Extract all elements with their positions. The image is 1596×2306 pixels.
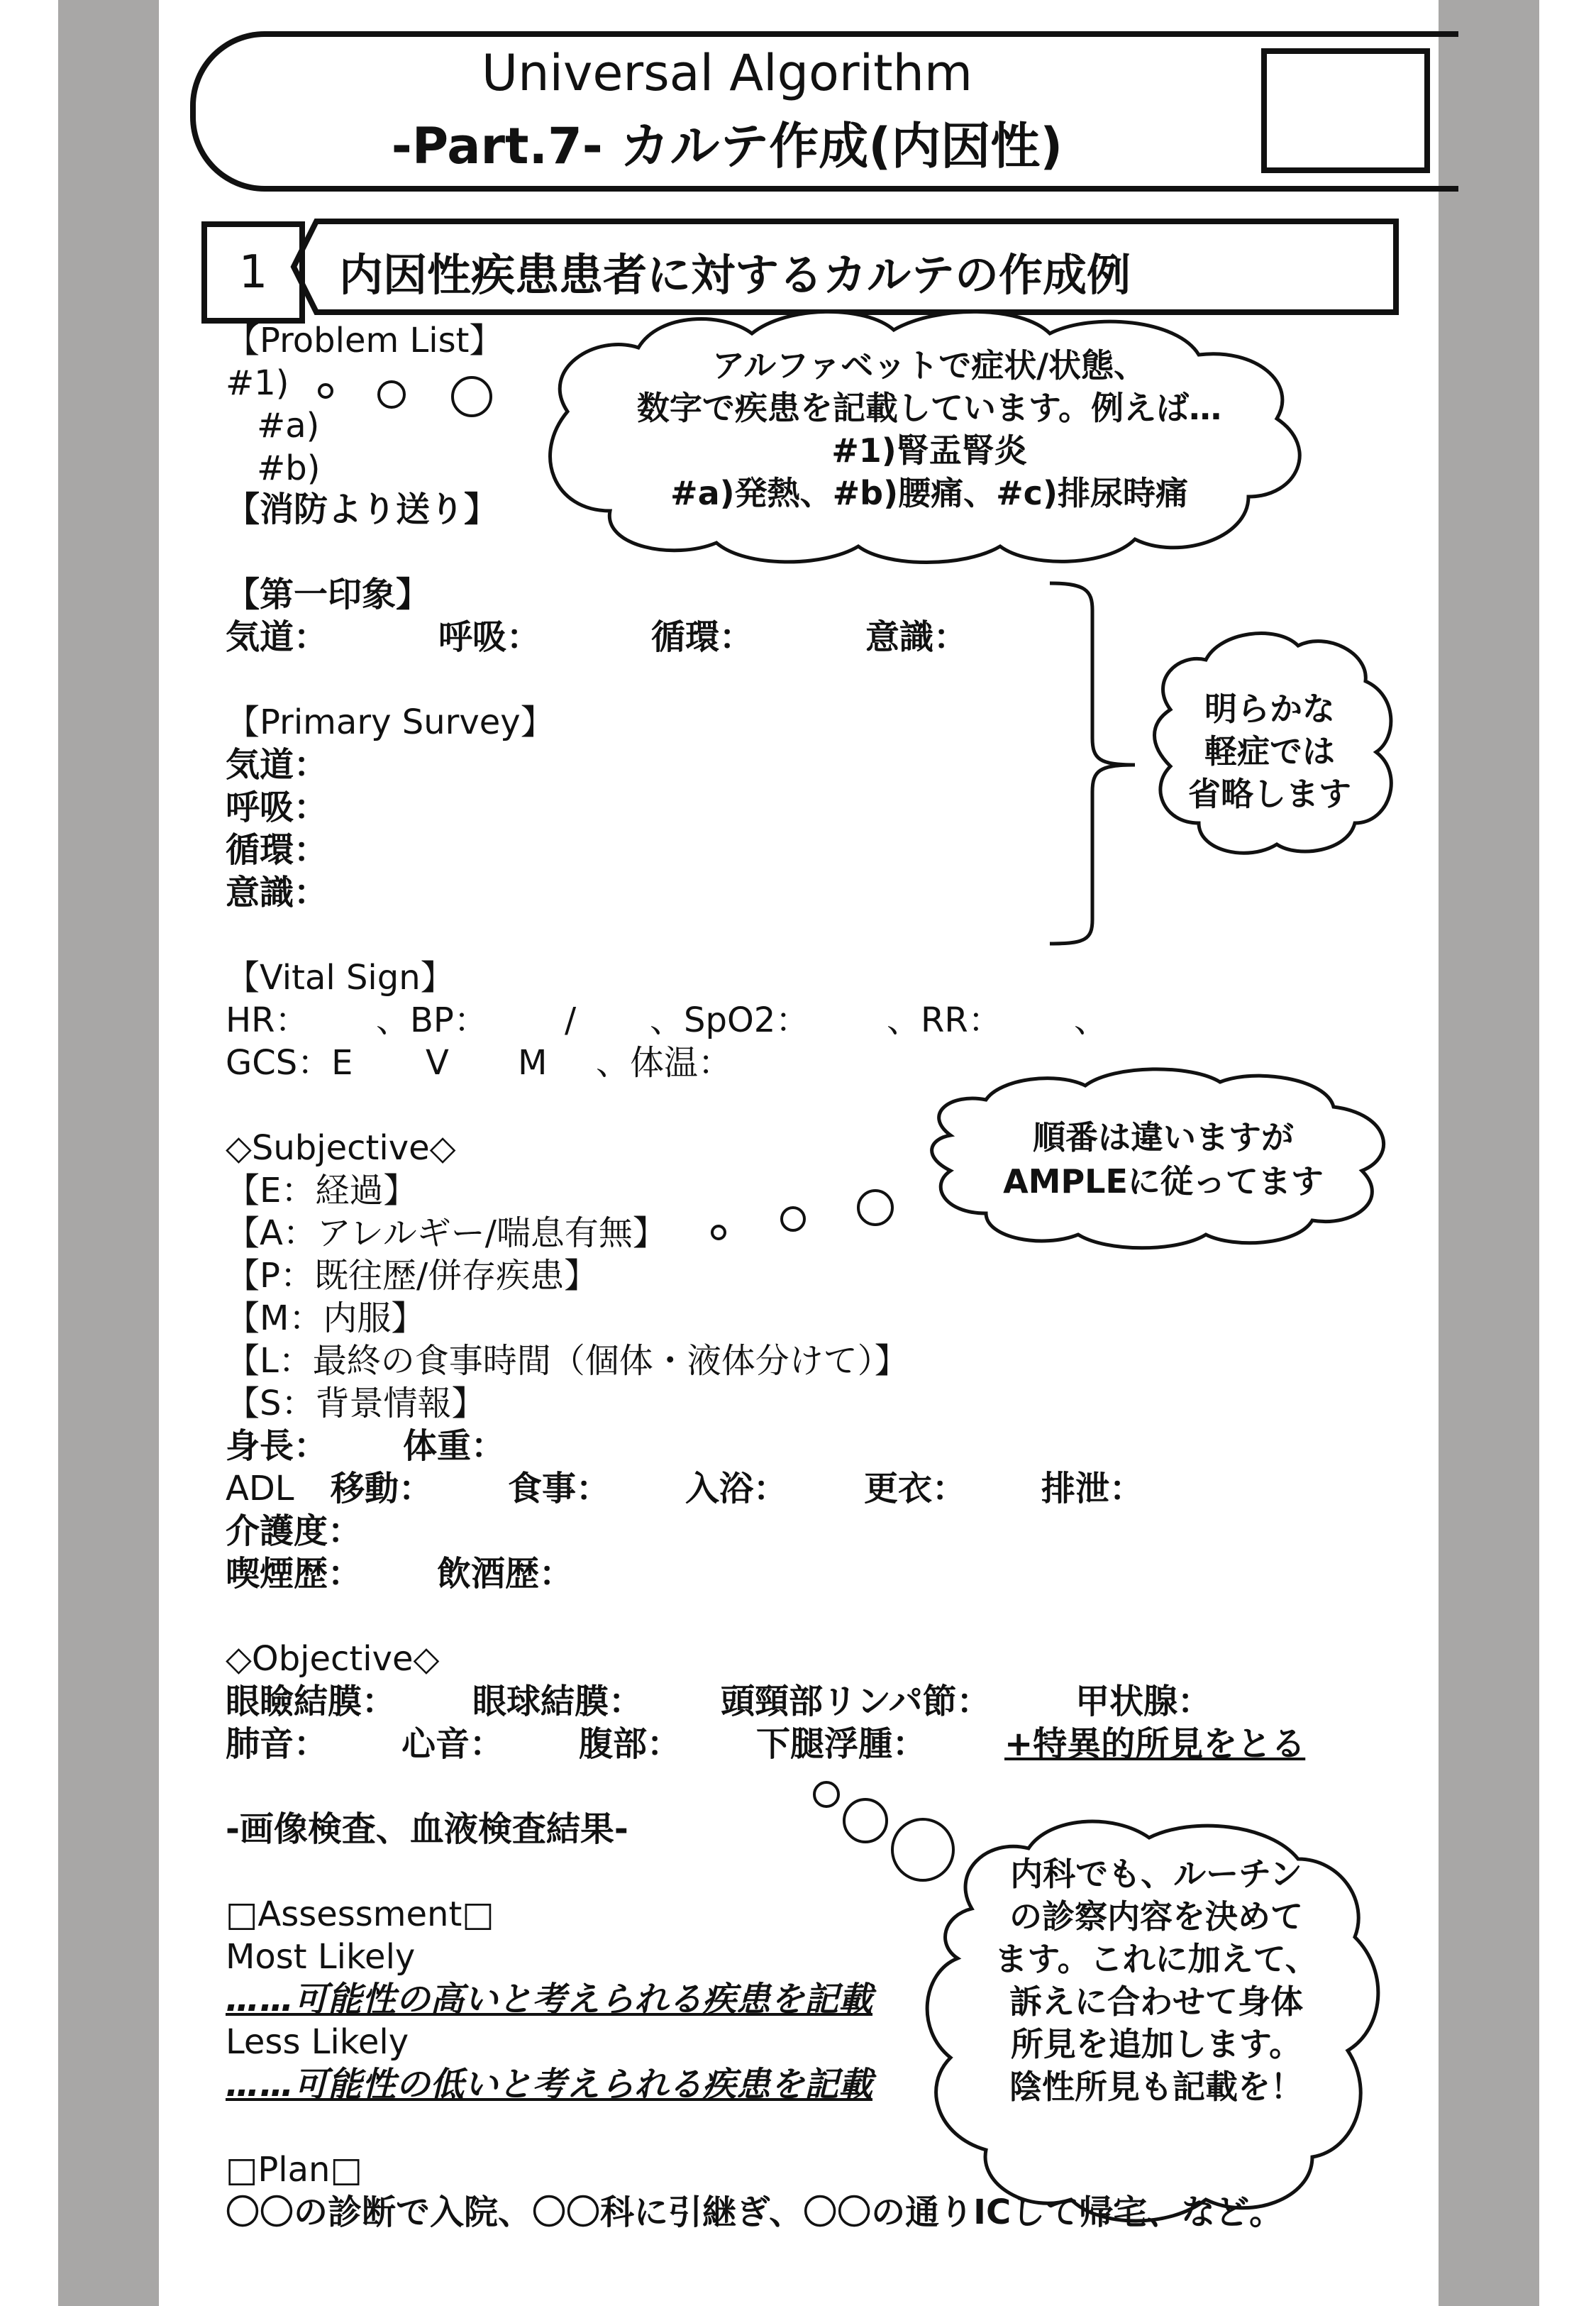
section-title: 内因性疾患患者に対するカルテの作成例 [339, 249, 1131, 301]
assessment-most: Most Likely [226, 1937, 416, 1977]
obj-bulbar: 眼球結膜： [472, 1682, 643, 1721]
assessment-most-note: ……可能性の高いと考えられる疾患を記載 [226, 1980, 873, 2019]
obj-tests: -画像検査、血液検査結果- [226, 1809, 628, 1849]
title-line-2: -Part.7- カルテ作成(内因性) [391, 117, 1063, 175]
vs-temp: 、体温： [596, 1043, 733, 1083]
bubble-4-line-6: 陰性所見も記載を！ [1009, 2068, 1303, 2106]
problem-item-a: #a) [257, 406, 320, 446]
vs-gcs: GCS：E [226, 1043, 353, 1083]
plan-heading: □Plan□ [226, 2150, 362, 2190]
ps-consciousness: 意識： [226, 873, 328, 912]
bubble-2-line-2: 軽症では [1204, 732, 1335, 771]
vs-gcs-v: V [426, 1043, 449, 1083]
bubble-2-line-3: 省略します [1188, 775, 1351, 813]
bubble-4-line-5: 所見を追加します。 [1010, 2025, 1302, 2063]
fi-breathing: 呼吸： [438, 617, 541, 657]
bubble-4-line-2: の診察内容を決めて [1009, 1897, 1303, 1936]
subj-e: 【E：経過】 [226, 1171, 418, 1210]
subj-excretion: 排泄： [1041, 1469, 1144, 1508]
ps-circulation: 循環： [226, 830, 328, 870]
subj-meal: 食事： [508, 1469, 611, 1508]
subj-dress: 更衣： [864, 1469, 967, 1508]
bubble-2-line-1: 明らかな [1204, 690, 1335, 728]
subj-height: 身長： [226, 1426, 328, 1466]
fi-consciousness: 意識： [865, 617, 968, 657]
subj-care: 介護度： [226, 1511, 362, 1551]
subj-p: 【P：既往歴/併存疾患】 [226, 1256, 599, 1296]
vital-sign-heading: 【Vital Sign】 [226, 958, 455, 998]
subj-move: 移動： [331, 1469, 433, 1508]
obj-heart: 心音： [401, 1724, 504, 1764]
title-line-1: Universal Algorithm [481, 44, 973, 102]
primary-survey-heading: 【Primary Survey】 [226, 702, 555, 742]
vs-bp: 、BP： [376, 1000, 488, 1040]
obj-thyroid: 甲状腺： [1075, 1682, 1212, 1721]
assessment-less: Less Likely [226, 2022, 409, 2062]
problem-item-1: #1) [226, 363, 289, 403]
ps-breathing: 呼吸： [226, 788, 328, 827]
vs-bp-slash: / [565, 1000, 577, 1040]
bubble-1-line-4: #a)発熱、#b)腰痛、#c)排尿時痛 [670, 474, 1188, 512]
subj-l: 【L：最終の食事時間（個体・液体分けて）】 [226, 1341, 909, 1381]
subj-s: 【S：背景情報】 [226, 1384, 486, 1423]
subjective-heading: ◇Subjective◇ [226, 1128, 456, 1168]
bubble-1-line-1: アルファベットで症状/状態、 [711, 346, 1147, 385]
objective-heading: ◇Objective◇ [226, 1639, 440, 1679]
subj-weight: 体重： [403, 1426, 506, 1466]
obj-abdomen: 腹部： [579, 1724, 682, 1764]
bubble-3-line-2: AMPLEに従ってます [1003, 1162, 1324, 1201]
fi-airway: 気道： [226, 617, 328, 657]
fi-circulation: 循環： [651, 617, 754, 657]
problem-item-b: #b) [257, 448, 321, 488]
plan-text: 〇〇の診断で入院、〇〇科に引継ぎ、〇〇の通りICして帰宅、など。 [226, 2192, 1284, 2232]
obj-edema: 下腿浮腫： [756, 1724, 927, 1764]
vs-comma: 、 [1074, 1000, 1109, 1040]
ps-airway: 気道： [226, 745, 328, 785]
subj-m: 【M：内服】 [226, 1298, 426, 1338]
subj-drinking: 飲酒歴： [437, 1554, 574, 1594]
section-number: 1 [201, 221, 305, 324]
bubble-3-line-1: 順番は違いますが [1033, 1118, 1294, 1157]
obj-lymph: 頭頸部リンパ節： [721, 1682, 991, 1721]
subj-smoking: 喫煙歴： [226, 1554, 362, 1594]
bubble-4-line-4: 訴えに合わせて身体 [1009, 1982, 1303, 2021]
assessment-less-note: ……可能性の低いと考えられる疾患を記載 [226, 2065, 873, 2104]
bubble-4-line-1: 内科でも、ルーチン [1010, 1855, 1302, 1893]
obj-special: +特異的所見をとる [1004, 1724, 1306, 1764]
subj-adl: ADL [226, 1469, 294, 1508]
bubble-4-line-3: ます。これに加えて、 [994, 1940, 1318, 1978]
problem-list-heading: 【Problem List】 [226, 321, 504, 360]
vs-gcs-m: M [518, 1043, 548, 1083]
first-impression-heading: 【第一印象】 [226, 575, 431, 614]
transfer-heading: 【消防より送り】 [226, 490, 499, 529]
obj-lung: 肺音： [226, 1724, 328, 1764]
subj-bath: 入浴： [685, 1469, 788, 1508]
bubble-1-line-2: 数字で疾患を記載しています。例えば… [636, 389, 1222, 427]
vs-hr: HR： [226, 1000, 309, 1040]
vs-spo2: 、SpO2： [650, 1000, 810, 1040]
bubble-1-line-3: #1)腎盂腎炎 [831, 431, 1027, 470]
vs-rr: 、RR： [887, 1000, 1002, 1040]
assessment-heading: □Assessment□ [226, 1894, 494, 1934]
subj-a: 【A：アレルギー/喘息有無】 [226, 1213, 667, 1253]
obj-palpebral: 眼瞼結膜： [226, 1682, 397, 1721]
